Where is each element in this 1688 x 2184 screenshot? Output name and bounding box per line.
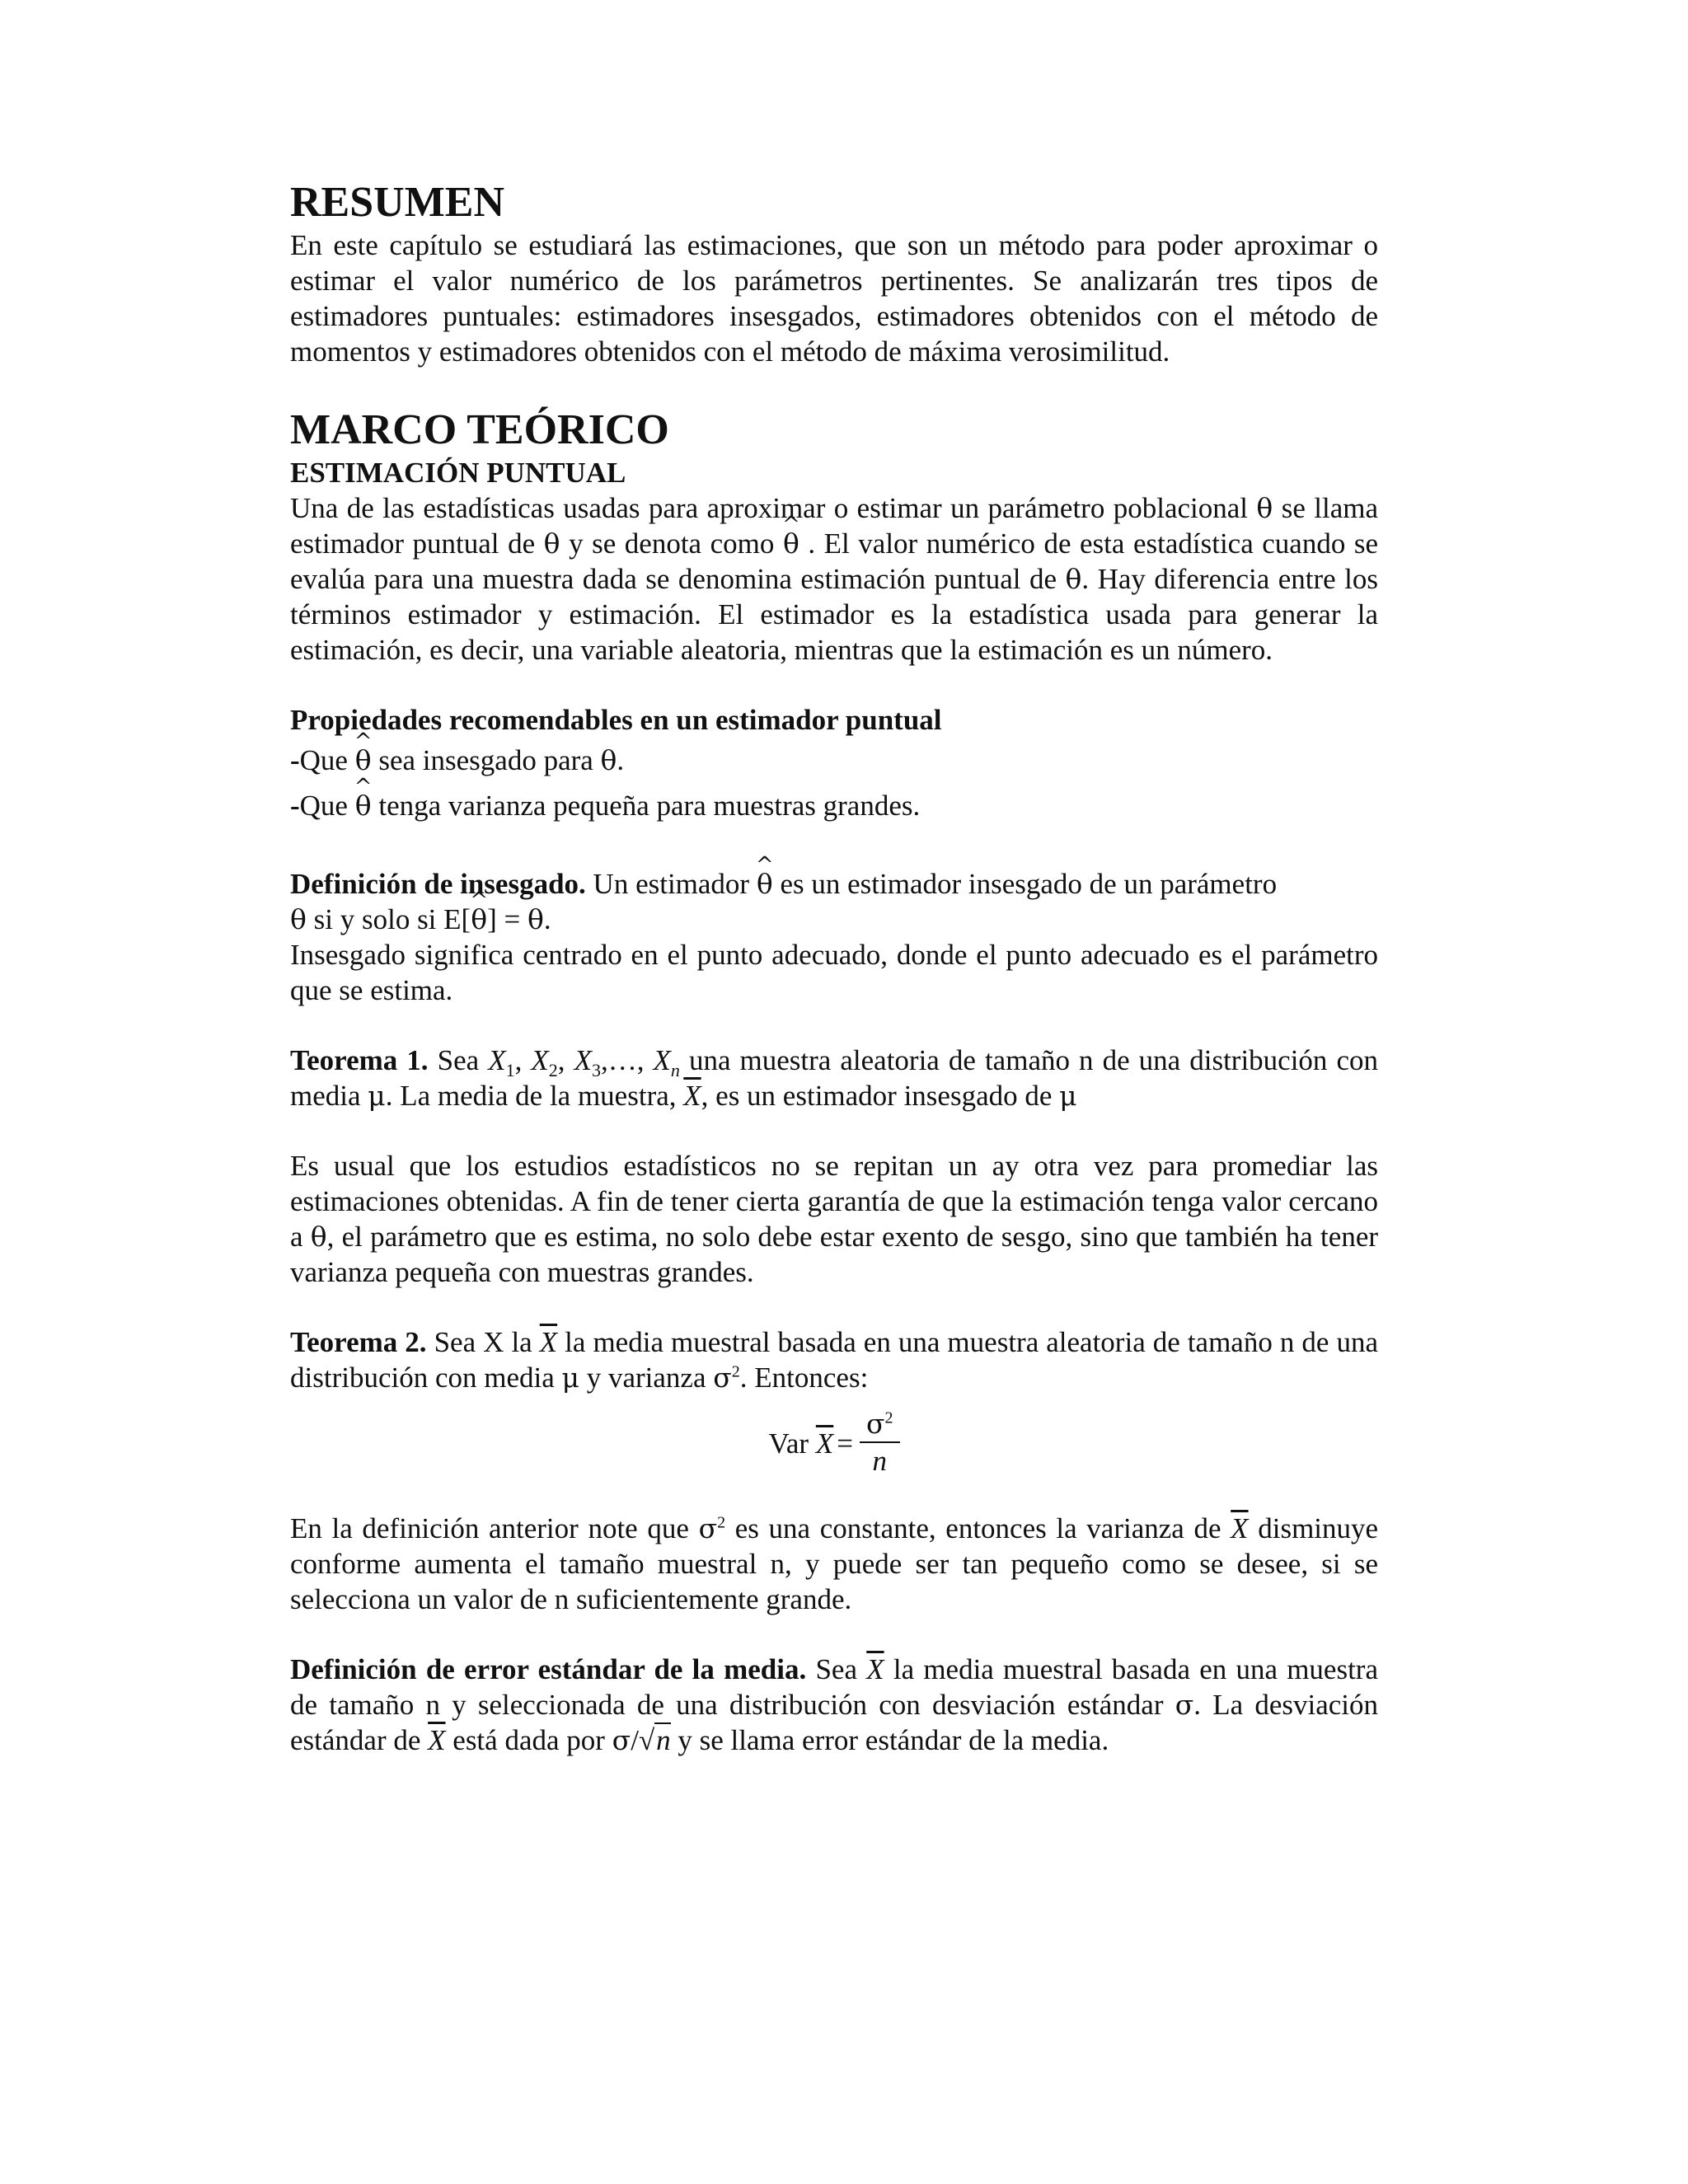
spacer <box>290 668 1378 702</box>
variance-fraction: $\frac{\sigma^2}{n}$ <box>860 1407 900 1479</box>
definicion-error-paragraph: Definición de error estándar de la media. Sea $\overline{X}$ la media muestral basada en una muestra de tamaño n y seleccionada de una distribución con desviación estándar σ. La desviación estándar de $\overline{X}$ está dada por σ/√n y se llama error estándar de la media. <box>290 1653 1379 1756</box>
resumen-heading: RESUMEN <box>290 179 505 226</box>
x-bar-symbol: $\overline{X}$ <box>683 1080 701 1112</box>
theta-hat-symbol: ^ θ <box>757 866 773 902</box>
propiedades-heading: Propiedades recomendables en un estimador puntual <box>290 704 942 736</box>
definicion-insesgado-paragraph: Definición de insesgado. Un estimador ^ θ es un estimador insesgado de un parámetro θ si y solo si E[^ θ] = θ. <box>290 866 1378 937</box>
theta-hat-symbol: ^ θ <box>471 902 487 937</box>
document-page <box>290 178 1378 1758</box>
x-bar-symbol: $\overline{X}$ <box>1231 1512 1249 1544</box>
parrafo-usual: Es usual que los estudios estadísticos no se repitan un ay otra vez para promediar las estimaciones obtenidas. A fin de tener cierta garantía de que la estimación tenga valor cercano a θ, el parámetro que es estima, no solo debe estar exento de sesgo, sino que también ha tener varianza pequeña con muestras grandes. <box>290 1150 1379 1288</box>
x-bar-symbol: $\overline{X}$ <box>866 1653 884 1685</box>
standard-error-expression: σ/√n <box>612 1724 671 1756</box>
spacer <box>290 1483 1378 1511</box>
estimacion-puntual-heading: ESTIMACIÓN PUNTUAL <box>290 457 626 489</box>
spacer <box>290 823 1378 866</box>
propiedad-item-1: -Que ^ θ sea insesgado para θ. <box>290 743 1378 778</box>
definicion-anterior-paragraph: En la definición anterior note que $\sigma^2$ es una constante, entonces la varianza de $\overline{X}$ disminuye conforme aumenta el tamaño muestral n, y puede ser tan pequeño como se desee, si se selecciona un valor de n suficientemente grande. <box>290 1512 1379 1615</box>
spacer <box>290 369 1378 405</box>
teorema-1-paragraph: Teorema 1. Sea $X_1$, $X_2$, $X_3,\dots$, $X_n$ una muestra aleatoria de tamaño n de una distribución con media μ. La media de la muestra, $\overline{X}$, es un estimador insesgado de μ <box>290 1044 1379 1112</box>
theta-hat-symbol: ^ θ <box>355 743 372 778</box>
teorema-2-paragraph: Teorema 2. Sea X la $\overline{X}$ la media muestral basada en una muestra aleatoria de tamaño n de una distribución con media μ y varianza $\sigma^2$. Entonces: <box>290 1326 1378 1394</box>
resumen-text: En este capítulo se estudiará las estimaciones, que son un método para poder aproximar o estimar el valor numérico de los parámetros pertinentes. Se analizarán tres tipos de estimadores puntuales: estimadores insesgados, estimadores obtenidos con el método de momentos y estimadores obtenidos con el método de máxima verosimilitud. <box>290 229 1378 368</box>
spacer <box>290 1113 1378 1148</box>
x-bar-symbol: $\overline{X}$ <box>815 1427 834 1460</box>
propiedad-item-2: -Que ^ θ tenga varianza pequeña para muestras grandes. <box>290 788 1378 823</box>
theta-hat-symbol: ^ θ <box>355 788 372 823</box>
insesgado-significado: Insesgado significa centrado en el punto adecuado, donde el punto adecuado es el parámetro que se estima. <box>290 939 1378 1006</box>
theta-hat-symbol: ^ θ <box>783 526 799 561</box>
variance-formula: Var $\overline{X}$ = $\frac{\sigma^2}{n}$ <box>290 1404 1378 1483</box>
spacer <box>290 1290 1378 1324</box>
marco-teorico-heading: MARCO TEÓRICO <box>290 406 669 453</box>
x-bar-symbol: $\overline{X}$ <box>539 1326 558 1358</box>
x-bar-symbol: $\overline{X}$ <box>428 1724 446 1756</box>
marco-paragraph: Una de las estadísticas usadas para aproximar o estimar un parámetro poblacional θ se llama estimador puntual de θ y se denota como ^ θ . El valor numérico de esta estadística cuando se evalúa para una muestra dada se denomina estimación puntual de θ. Hay diferencia entre los términos estimador y estimación. El estimador es la estadística usada para generar la estimación, es decir, una variable aleatoria, mientras que la estimación es un número. <box>290 490 1378 668</box>
spacer <box>290 1008 1378 1043</box>
spacer <box>290 1617 1378 1652</box>
